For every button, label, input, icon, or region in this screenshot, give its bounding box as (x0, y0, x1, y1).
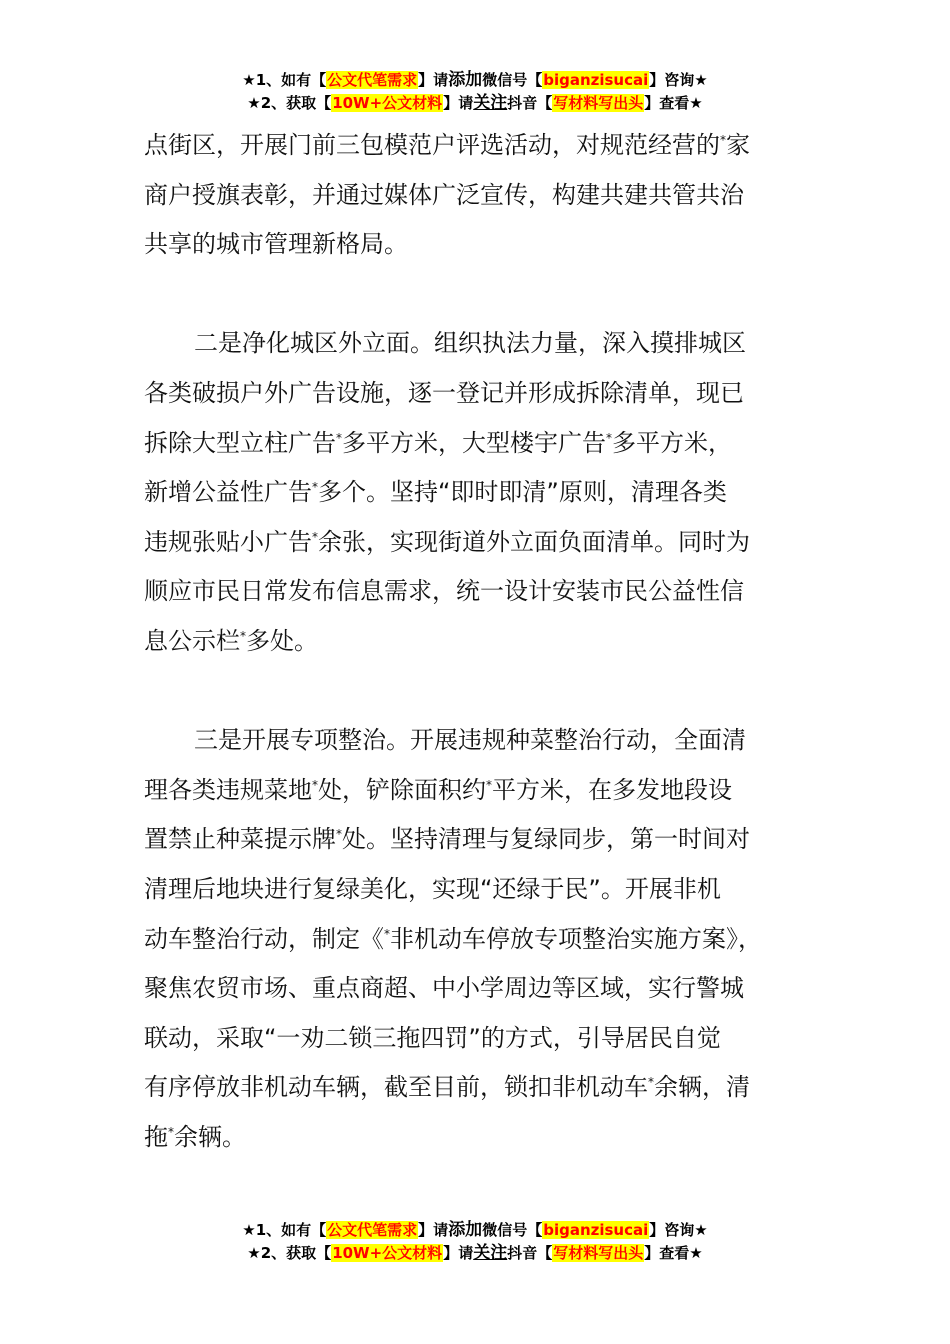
text-line: 联动，采取“一劝二锁三拖四罚”的方式，引导居民自觉 (144, 1023, 721, 1052)
banner-wechat-id: biganzisucai (543, 71, 649, 89)
banner-highlight: 公文代笔需求 (327, 1221, 418, 1239)
banner-douyin-id: 写材料写出头 (553, 94, 644, 112)
banner-line-2: ★2、获取【10W+公文材料】请关注抖音【写材料写出头】查看★ (247, 1243, 703, 1263)
banner-wechat-id: biganzisucai (543, 1221, 649, 1239)
document-body (144, 121, 834, 1162)
text-line: 拖*余辆。 (144, 1122, 246, 1151)
paragraph-gap (144, 270, 834, 320)
paragraph-2 (144, 319, 834, 666)
banner-line-1: ★1、如有【公文代笔需求】请添加微信号【biganzisucai】咨询★ (242, 70, 708, 90)
text-line: 点街区，开展门前三包模范户评选活动，对规范经营的*家 (144, 131, 750, 159)
banner-line-1: ★1、如有【公文代笔需求】请添加微信号【biganzisucai】咨询★ (242, 1220, 708, 1240)
paragraph-1 (144, 121, 834, 270)
text-line: 三是开展专项整治。开展违规种菜整治行动，全面清 (194, 726, 746, 755)
text-line: 违规张贴小广告*余张，实现街道外立面负面清单。同时为 (144, 527, 750, 556)
banner-douyin-id: 写材料写出头 (553, 1244, 644, 1262)
paragraph-gap (144, 667, 834, 717)
footer-banner (0, 1219, 950, 1265)
banner-line-2: ★2、获取【10W+公文材料】请关注抖音【写材料写出头】查看★ (247, 93, 703, 113)
text-line: 新增公益性广告*多个。坚持“即时即清”原则，清理各类 (144, 478, 727, 507)
text-line: 各类破损户外广告设施，逐一登记并形成拆除清单，现已 (144, 378, 744, 407)
text-line: 有序停放非机动车辆，截至目前，锁扣非机动车*余辆，清 (144, 1073, 750, 1102)
text-line: 动车整治行动，制定《*非机动车停放专项整治实施方案》， (144, 924, 762, 953)
text-line: 顺应市民日常发布信息需求，统一设计安装市民公益性信 (144, 577, 744, 606)
text-line: 清理后地块进行复绿美化，实现“还绿于民”。开展非机 (144, 874, 721, 903)
banner-highlight: 10W+公文材料 (332, 1244, 443, 1262)
text-line: 息公示栏*多处。 (144, 626, 318, 655)
text-line: 理各类违规菜地*处，铲除面积约*平方米，在多发地段设 (144, 775, 732, 804)
paragraph-3 (144, 716, 834, 1162)
banner-highlight: 10W+公文材料 (332, 94, 443, 112)
text-line: 聚焦农贸市场、重点商超、中小学周边等区域，实行警城 (144, 974, 744, 1003)
text-line: 商户授旗表彰，并通过媒体广泛宣传，构建共建共管共治 (144, 180, 744, 209)
banner-highlight: 公文代笔需求 (327, 71, 418, 89)
header-banner (0, 69, 950, 115)
text-line: 共享的城市管理新格局。 (144, 230, 408, 259)
text-line: 置禁止种菜提示牌*处。坚持清理与复绿同步，第一时间对 (144, 825, 750, 854)
text-line: 拆除大型立柱广告*多平方米，大型楼宇广告*多平方米， (144, 428, 732, 457)
text-line: 二是净化城区外立面。组织执法力量，深入摸排城区 (194, 329, 746, 358)
